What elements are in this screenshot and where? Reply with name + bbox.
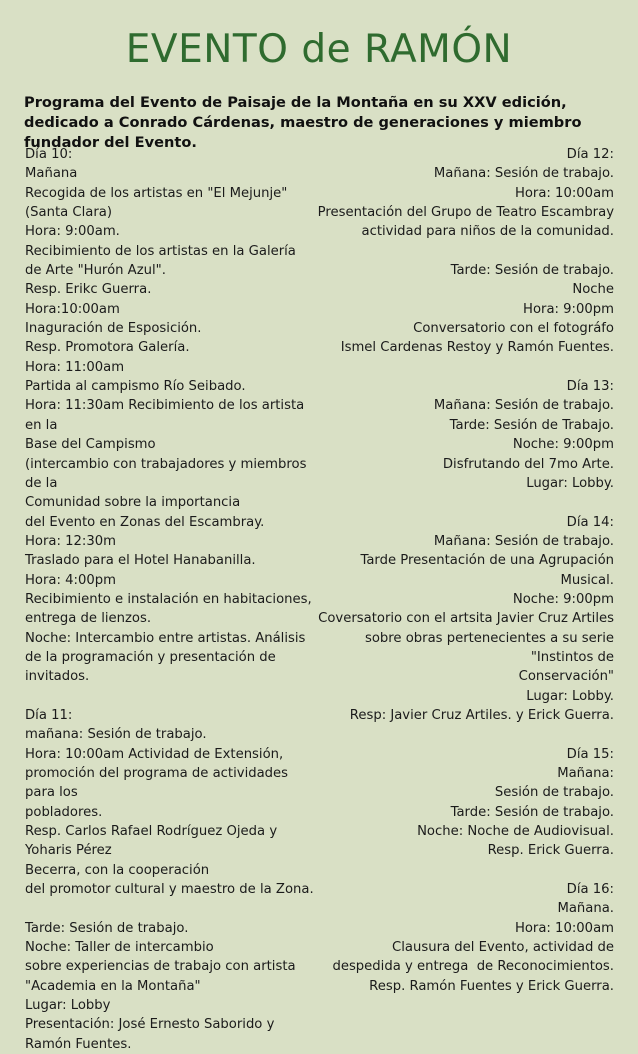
schedule-line: Noche: 9:00pm bbox=[512, 437, 614, 453]
schedule-line: Noche: Intercambio entre artistas. Análisis bbox=[25, 630, 306, 646]
schedule-spacer bbox=[25, 899, 316, 918]
schedule-line: "Academia en la Montaña" bbox=[25, 978, 201, 994]
schedule-line: Día 16: bbox=[566, 882, 614, 898]
schedule-column-left bbox=[0, 145, 316, 1054]
schedule-line: entrega de lienzos. bbox=[25, 611, 152, 627]
schedule-line: Tarde: Sesión de trabajo. bbox=[25, 920, 189, 936]
program-subtitle: Programa del Evento de Paisaje de la Montaña en su XXV edición, dedicado a Conrado Cárdenas, maestro de generaciones y miembro fundador del Evento. bbox=[24, 94, 582, 151]
schedule-line: Traslado para el Hotel Hanabanilla. bbox=[25, 553, 256, 569]
schedule-line: Mañana. bbox=[557, 901, 614, 917]
schedule-line: Tarde: Sesión de trabajo. bbox=[450, 263, 614, 279]
schedule-line: Noche: Taller de intercambio bbox=[25, 940, 214, 956]
schedule-line: Mañana bbox=[25, 166, 78, 182]
schedule-line: Hora: 9:00pm bbox=[523, 301, 614, 317]
schedule-line: Conservación" bbox=[518, 669, 614, 685]
schedule-line: Día 14: bbox=[566, 514, 614, 530]
schedule-line: Día 13: bbox=[566, 379, 614, 395]
schedule-line: Hora: 4:00pm bbox=[25, 572, 116, 588]
schedule-line: mañana: Sesión de trabajo. bbox=[25, 727, 207, 743]
schedule-line: Día 11: bbox=[25, 707, 73, 723]
schedule-spacer bbox=[316, 242, 614, 261]
schedule-spacer bbox=[25, 687, 316, 706]
schedule-line: (intercambio con trabajadores y miembros de la bbox=[25, 456, 311, 491]
schedule-line: Hora: 12:30m bbox=[25, 533, 116, 549]
schedule-line: Ismel Cardenas Restoy y Ramón Fuentes. bbox=[340, 340, 614, 356]
schedule-line: Resp. Carlos Rafael Rodríguez Ojeda y Yoharis Pérez bbox=[25, 824, 282, 859]
schedule-line: Mañana: Sesión de trabajo. bbox=[433, 166, 614, 182]
schedule-line: Presentación del Grupo de Teatro Escambray bbox=[317, 205, 614, 221]
schedule-line: Base del Campismo bbox=[25, 437, 156, 453]
schedule-line: de la programación y presentación de invitados. bbox=[25, 649, 280, 685]
schedule-line: Resp. Promotora Galería. bbox=[25, 340, 190, 356]
schedule-line: Día 10: bbox=[25, 147, 73, 162]
schedule-line: despedida y entrega de Reconocimientos. bbox=[332, 959, 614, 975]
schedule-line: Lugar: Lobby. bbox=[526, 688, 614, 704]
schedule-spacer bbox=[316, 861, 614, 880]
schedule-line: Coversatorio con el artsita Javier Cruz Artiles bbox=[318, 611, 614, 627]
schedule-line: "Instintos de bbox=[530, 649, 614, 665]
schedule-line: de Arte "Hurón Azul". bbox=[25, 263, 166, 279]
schedule-line: Hora: 9:00am. bbox=[25, 224, 120, 240]
schedule-line: pobladores. bbox=[25, 804, 103, 820]
schedule-line: Becerra, con la cooperación bbox=[25, 862, 210, 878]
schedule-spacer bbox=[316, 358, 614, 377]
schedule-line: Ramón Fuentes. bbox=[25, 1036, 132, 1052]
schedule-line: Noche: Noche de Audiovisual. bbox=[417, 824, 614, 840]
schedule-line: Disfrutando del 7mo Arte. bbox=[442, 456, 614, 472]
schedule-line: promoción del programa de actividades para los bbox=[25, 766, 293, 801]
schedule-line: Hora: 10:00am Actividad de Extensión, bbox=[25, 746, 284, 762]
schedule-line: Resp. Erick Guerra. bbox=[487, 843, 614, 859]
schedule-line: Mañana: Sesión de trabajo. bbox=[433, 533, 614, 549]
schedule-line: Hora: 11:30am Recibimiento de los artista en la bbox=[25, 398, 309, 433]
schedule-line: Hora: 10:00am bbox=[514, 185, 614, 201]
schedule-line: actividad para niños de la comunidad. bbox=[361, 224, 614, 240]
schedule-line: Resp. Erikc Guerra. bbox=[25, 282, 152, 298]
schedule-line: (Santa Clara) bbox=[25, 205, 113, 221]
schedule-line: Hora: 11:00am bbox=[25, 359, 125, 375]
schedule-line: Tarde Presentación de una Agrupación Musical. bbox=[360, 553, 619, 588]
schedule-line: Mañana: Sesión de trabajo. bbox=[433, 398, 614, 414]
schedule-line: Clausura del Evento, actividad de bbox=[392, 940, 614, 956]
schedule-line: Mañana: bbox=[557, 766, 614, 781]
schedule-line: Tarde: Sesión de Trabajo. bbox=[449, 417, 614, 433]
schedule-line: Presentación: José Ernesto Saborido y bbox=[25, 1017, 275, 1033]
schedule-line: Recibimiento de los artistas en la Galería bbox=[25, 243, 296, 259]
schedule-line: Noche: 9:00pm bbox=[512, 591, 614, 607]
schedule-line: Partida al campismo Río Seibado. bbox=[25, 379, 246, 395]
schedule-line: Lugar: Lobby bbox=[25, 998, 111, 1014]
schedule-line: Día 15: bbox=[566, 746, 614, 762]
program-columns bbox=[0, 145, 638, 1054]
schedule-line: Recibimiento e instalación en habitaciones, bbox=[25, 591, 312, 607]
schedule-line: sobre obras pertenecientes a su serie bbox=[364, 630, 614, 646]
schedule-line: Conversatorio con el fotográfo bbox=[413, 321, 614, 337]
schedule-line: Inaguración de Esposición. bbox=[25, 321, 202, 337]
schedule-line: sobre experiencias de trabajo con artista bbox=[25, 959, 296, 975]
schedule-line: Sesión de trabajo. bbox=[494, 785, 614, 801]
schedule-line: del promotor cultural y maestro de la Zona. bbox=[25, 882, 314, 898]
schedule-spacer bbox=[316, 493, 614, 512]
schedule-spacer bbox=[316, 725, 614, 744]
schedule-line: Noche bbox=[572, 282, 614, 298]
schedule-line: Resp: Javier Cruz Artiles. y Erick Guerra. bbox=[349, 707, 614, 723]
schedule-line: Resp. Ramón Fuentes y Erick Guerra. bbox=[369, 978, 614, 994]
schedule-line: Recogida de los artistas en "El Mejunje" bbox=[25, 185, 288, 201]
schedule-line: Comunidad sobre la importancia bbox=[25, 495, 241, 511]
schedule-line: Día 12: bbox=[566, 147, 614, 162]
schedule-column-right bbox=[316, 145, 638, 996]
schedule-line: Lugar: Lobby. bbox=[526, 475, 614, 491]
schedule-line: del Evento en Zonas del Escambray. bbox=[25, 514, 265, 530]
schedule-line: Tarde: Sesión de trabajo. bbox=[450, 804, 614, 820]
schedule-line: Hora: 10:00am bbox=[514, 920, 614, 936]
schedule-line: Hora:10:00am bbox=[25, 301, 120, 317]
page-title: EVENTO de RAMÓN bbox=[125, 27, 513, 72]
